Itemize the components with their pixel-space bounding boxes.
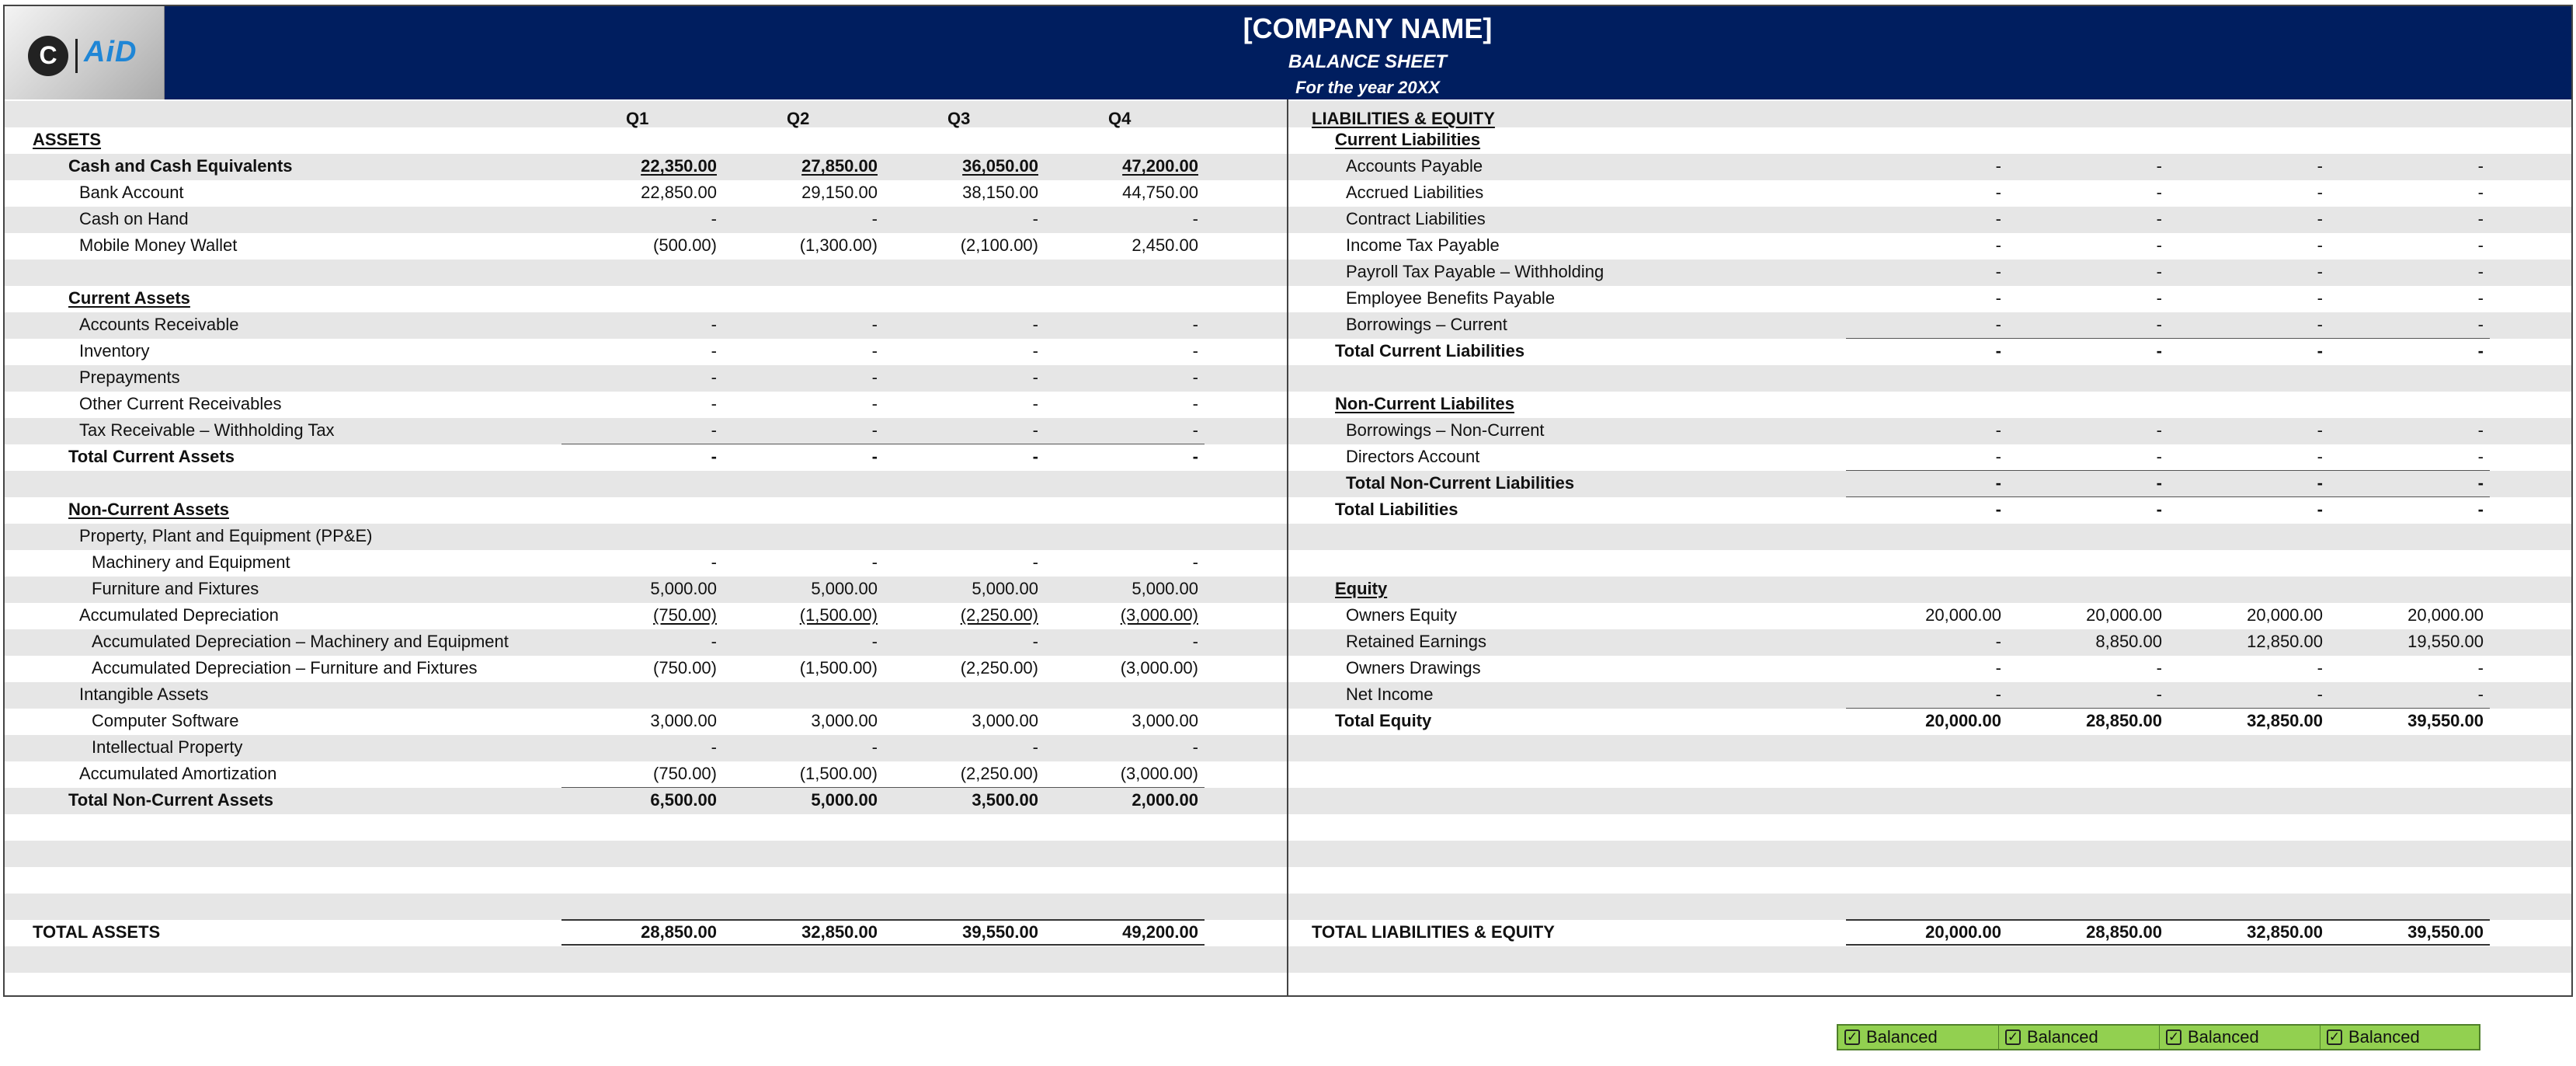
row-label[interactable]: Total Liabilities — [1335, 500, 1458, 519]
cell-value[interactable]: - — [1192, 315, 1198, 334]
table-row — [1288, 681, 2571, 708]
cell-value[interactable]: - — [871, 447, 878, 466]
cell-value[interactable]: - — [2317, 500, 2323, 519]
cell-value[interactable]: - — [2156, 315, 2162, 334]
table-row — [5, 417, 1287, 444]
row-label[interactable]: Total Equity — [1335, 711, 1432, 730]
cell-value[interactable]: - — [2477, 473, 2484, 493]
grand-total-label: TOTAL ASSETS — [33, 922, 161, 942]
table-row — [5, 470, 1287, 496]
cell-value[interactable]: - — [871, 420, 878, 440]
cell-value[interactable]: - — [2317, 288, 2323, 308]
cell-value[interactable]: 5,000.00 — [811, 790, 878, 810]
row-label[interactable]: Other Current Receivables — [79, 394, 282, 413]
table-row — [5, 391, 1287, 417]
cell-value[interactable]: - — [871, 552, 878, 572]
cell-value[interactable]: - — [1995, 262, 2001, 281]
cell-value[interactable]: 3,500.00 — [972, 790, 1038, 810]
cell-value[interactable]: (3,000.00) — [1120, 605, 1198, 625]
cell-value[interactable]: - — [1192, 209, 1198, 228]
row-label[interactable]: Borrowings – Non-Current — [1346, 420, 1545, 440]
cell-value[interactable]: 12,850.00 — [2247, 632, 2323, 651]
checkbox-checked-icon: ✓ — [2166, 1029, 2181, 1045]
cell-value[interactable]: - — [2317, 685, 2323, 704]
cell-value[interactable]: - — [2156, 685, 2162, 704]
table-row — [1288, 655, 2571, 681]
table-row — [5, 549, 1287, 576]
cell-value[interactable]: 3,000.00 — [1132, 711, 1198, 730]
table-row — [5, 338, 1287, 364]
cell-value[interactable]: - — [2156, 262, 2162, 281]
cell-value[interactable]: 39,550.00 — [2407, 711, 2484, 730]
row-label[interactable]: Cash and Cash Equivalents — [68, 156, 293, 176]
cell-value[interactable]: - — [1995, 209, 2001, 228]
row-label[interactable]: Furniture and Fixtures — [92, 579, 259, 598]
sheet-header — [5, 6, 2571, 99]
cell-value[interactable]: - — [2156, 473, 2162, 493]
cell-value[interactable]: 3,000.00 — [650, 711, 717, 730]
cell-value[interactable]: - — [1192, 341, 1198, 361]
cell-value[interactable]: 3,000.00 — [972, 711, 1038, 730]
cell-value[interactable]: (750.00) — [653, 658, 717, 678]
cell-value[interactable]: - — [1192, 632, 1198, 651]
row-label[interactable]: Total Non-Current Liabilities — [1346, 473, 1575, 493]
cell-value[interactable]: - — [1032, 209, 1038, 228]
balance-check-label: Balanced — [2027, 1027, 2098, 1047]
cell-value[interactable]: 32,850.00 — [2247, 711, 2323, 730]
balance-sheet — [3, 5, 2573, 997]
cell-value[interactable]: - — [711, 315, 717, 334]
section-heading-row — [5, 127, 1287, 153]
liabilities-equity-panel — [1288, 101, 2571, 995]
table-row — [1288, 629, 2571, 655]
row-label[interactable]: Retained Earnings — [1346, 632, 1487, 651]
row-label[interactable]: Total Current Liabilities — [1335, 341, 1525, 361]
cell-value[interactable]: - — [871, 368, 878, 387]
table-row — [1288, 549, 2571, 576]
row-label[interactable]: Payroll Tax Payable – Withholding — [1346, 262, 1604, 281]
table-row — [5, 629, 1287, 655]
cell-value[interactable]: - — [871, 315, 878, 334]
balance-check-label: Balanced — [2348, 1027, 2420, 1047]
cell-value[interactable]: - — [1032, 394, 1038, 413]
cell-value[interactable]: - — [871, 737, 878, 757]
liabilities-equity-heading: LIABILITIES & EQUITY — [1312, 109, 1495, 128]
cell-value[interactable]: (3,000.00) — [1120, 764, 1198, 783]
cell-value[interactable]: - — [2477, 685, 2484, 704]
cell-value[interactable]: - — [1192, 737, 1198, 757]
cell-value[interactable]: - — [711, 341, 717, 361]
cell-value[interactable]: - — [871, 632, 878, 651]
cell-value[interactable]: - — [2477, 209, 2484, 228]
cell-value[interactable]: - — [2156, 447, 2162, 466]
table-row — [5, 734, 1287, 761]
table-row — [1288, 391, 2571, 417]
table-row — [5, 761, 1287, 787]
balance-check-cell — [2160, 1026, 2320, 1049]
table-row — [1288, 708, 2571, 734]
checkbox-checked-icon: ✓ — [2327, 1029, 2342, 1045]
cell-value[interactable]: 6,500.00 — [650, 790, 717, 810]
table-row — [1288, 602, 2571, 629]
cell-value[interactable]: - — [711, 209, 717, 228]
cell-value[interactable]: - — [2317, 262, 2323, 281]
balance-check-strip — [1837, 1024, 2480, 1050]
balance-check-cell — [2320, 1026, 2481, 1049]
table-row — [5, 312, 1287, 338]
row-label[interactable]: Net Income — [1346, 685, 1434, 704]
row-label[interactable]: Owners Drawings — [1346, 658, 1481, 678]
cell-value[interactable]: - — [1032, 447, 1038, 466]
cell-value[interactable]: 2,000.00 — [1132, 790, 1198, 810]
cell-value[interactable]: - — [1995, 500, 2001, 519]
cell-value[interactable]: - — [2477, 315, 2484, 334]
cell-value[interactable]: - — [2477, 341, 2484, 361]
cell-value[interactable]: - — [1995, 420, 2001, 440]
cell-value[interactable]: - — [2317, 156, 2323, 176]
cell-value[interactable]: - — [2317, 341, 2323, 361]
grand-total-row — [5, 919, 1287, 946]
cell-value[interactable]: 22,850.00 — [641, 183, 717, 202]
cell-value[interactable]: - — [1192, 368, 1198, 387]
row-label[interactable]: Current Liabilities — [1335, 130, 1481, 149]
table-row — [1288, 179, 2571, 206]
cell-value[interactable]: (1,500.00) — [799, 605, 878, 625]
table-row — [1288, 338, 2571, 364]
cell-value[interactable]: - — [1032, 632, 1038, 651]
cell-value[interactable]: - — [871, 209, 878, 228]
logo-text: AiD — [84, 36, 137, 68]
cell-value[interactable]: - — [2156, 420, 2162, 440]
cell-value[interactable]: - — [2156, 341, 2162, 361]
cell-value[interactable]: (2,250.00) — [960, 658, 1038, 678]
grand-total-value[interactable]: 32,850.00 — [801, 922, 878, 942]
cell-value[interactable]: - — [1995, 288, 2001, 308]
table-row — [1288, 417, 2571, 444]
cell-value[interactable]: 20,000.00 — [2247, 605, 2323, 625]
cell-value[interactable]: - — [1995, 447, 2001, 466]
cell-value[interactable]: - — [1192, 447, 1198, 466]
cell-value[interactable]: - — [711, 632, 717, 651]
cell-value[interactable]: - — [1995, 685, 2001, 704]
cell-value[interactable]: 20,000.00 — [1925, 711, 2001, 730]
row-label[interactable]: Prepayments — [79, 368, 180, 387]
cell-value[interactable]: - — [2317, 473, 2323, 493]
row-label[interactable]: Intellectual Property — [92, 737, 243, 757]
row-label[interactable]: Inventory — [79, 341, 150, 361]
cell-value[interactable]: - — [2477, 156, 2484, 176]
cell-value[interactable]: 5,000.00 — [811, 579, 878, 598]
logo-mark-icon: C — [28, 36, 68, 76]
sheet-title: BALANCE SHEET — [1288, 51, 1447, 72]
row-label[interactable]: Owners Equity — [1346, 605, 1458, 625]
row-label[interactable]: Tax Receivable – Withholding Tax — [79, 420, 335, 440]
table-row — [5, 444, 1287, 470]
assets-heading: ASSETS — [33, 130, 102, 149]
cell-value[interactable]: - — [711, 447, 717, 466]
table-row — [5, 206, 1287, 232]
cell-value[interactable]: - — [1995, 315, 2001, 334]
cell-value[interactable]: (750.00) — [653, 764, 717, 783]
cell-value[interactable]: - — [2477, 183, 2484, 202]
cell-value[interactable]: - — [1032, 341, 1038, 361]
cell-value[interactable]: - — [2156, 288, 2162, 308]
cell-value[interactable]: - — [1192, 552, 1198, 572]
quarter-header: Q2 — [787, 109, 810, 128]
table-row — [1288, 576, 2571, 602]
row-label[interactable]: Total Non-Current Assets — [68, 790, 274, 810]
table-row — [1288, 312, 2571, 338]
cell-value[interactable]: (1,500.00) — [799, 764, 878, 783]
table-row — [1288, 444, 2571, 470]
cell-value[interactable]: - — [711, 552, 717, 572]
row-label[interactable]: Computer Software — [92, 711, 239, 730]
balance-check-cell — [1838, 1026, 1999, 1049]
table-row — [5, 259, 1287, 285]
table-row — [5, 708, 1287, 734]
row-label[interactable]: Non-Current Assets — [68, 500, 229, 519]
grand-total-value[interactable]: 39,550.00 — [2407, 922, 2484, 942]
table-row — [5, 285, 1287, 312]
row-label[interactable]: Total Current Assets — [68, 447, 235, 466]
row-label[interactable]: Cash on Hand — [79, 209, 189, 228]
cell-value[interactable]: - — [871, 394, 878, 413]
cell-value[interactable]: - — [1032, 552, 1038, 572]
assets-panel — [5, 101, 1287, 995]
cell-value[interactable]: 20,000.00 — [2407, 605, 2484, 625]
row-label[interactable]: Accumulated Depreciation – Furniture and Fixtures — [92, 658, 478, 678]
company-name[interactable]: [COMPANY NAME] — [1243, 12, 1493, 44]
cell-value[interactable]: - — [2317, 315, 2323, 334]
cell-value[interactable]: - — [2156, 235, 2162, 255]
row-label[interactable]: Accounts Payable — [1346, 156, 1483, 176]
cell-value[interactable]: 22,350.00 — [641, 156, 717, 176]
cell-value[interactable]: - — [1995, 473, 2001, 493]
row-label[interactable]: Directors Account — [1346, 447, 1480, 466]
row-label[interactable]: Accumulated Depreciation — [79, 605, 279, 625]
row-label[interactable]: Machinery and Equipment — [92, 552, 290, 572]
cell-value[interactable]: (2,250.00) — [960, 764, 1038, 783]
cell-value[interactable]: (500.00) — [653, 235, 717, 255]
row-label[interactable]: Borrowings – Current — [1346, 315, 1507, 334]
cell-value[interactable]: - — [1192, 420, 1198, 440]
cell-value[interactable]: - — [2317, 658, 2323, 678]
cell-value[interactable]: - — [2317, 209, 2323, 228]
table-row — [5, 496, 1287, 523]
cell-value[interactable]: - — [711, 737, 717, 757]
table-row — [1288, 206, 2571, 232]
grand-total-value[interactable]: 39,550.00 — [962, 922, 1038, 942]
table-row — [5, 523, 1287, 549]
table-row — [1288, 364, 2571, 391]
grand-total-label: TOTAL LIABILITIES & EQUITY — [1312, 922, 1555, 942]
table-row — [1288, 470, 2571, 496]
cell-value[interactable]: - — [1032, 420, 1038, 440]
quarter-header: Q3 — [947, 109, 971, 128]
grand-total-row — [1288, 919, 2571, 946]
cell-value[interactable]: - — [2317, 447, 2323, 466]
table-row — [5, 602, 1287, 629]
title-block — [164, 6, 2571, 99]
row-label[interactable]: Equity — [1335, 579, 1388, 598]
table-row — [5, 655, 1287, 681]
quarter-header: Q1 — [626, 109, 649, 128]
row-label[interactable]: Employee Benefits Payable — [1346, 288, 1556, 308]
table-row — [1288, 153, 2571, 179]
cell-value[interactable]: - — [2317, 420, 2323, 440]
table-row — [1288, 232, 2571, 259]
cell-value[interactable]: - — [1192, 394, 1198, 413]
cell-value[interactable]: - — [2317, 183, 2323, 202]
row-label[interactable]: Property, Plant and Equipment (PP&E) — [79, 526, 373, 545]
table-row — [1288, 285, 2571, 312]
company-logo — [5, 6, 165, 99]
cell-value[interactable]: (2,250.00) — [960, 605, 1038, 625]
cell-value[interactable]: - — [1995, 156, 2001, 176]
cell-value[interactable]: - — [711, 420, 717, 440]
cell-value[interactable]: (1,500.00) — [799, 658, 878, 678]
cell-value[interactable]: 5,000.00 — [650, 579, 717, 598]
cell-value[interactable]: - — [2477, 500, 2484, 519]
table-row — [1288, 259, 2571, 285]
cell-value[interactable]: (2,100.00) — [960, 235, 1038, 255]
cell-value[interactable]: 28,850.00 — [2086, 711, 2162, 730]
balance-check-cell — [1999, 1026, 2160, 1049]
cell-value[interactable]: - — [1032, 737, 1038, 757]
table-row — [5, 153, 1287, 179]
cell-value[interactable]: - — [2477, 262, 2484, 281]
table-row — [1288, 127, 2571, 153]
cell-value[interactable]: - — [2156, 183, 2162, 202]
quarter-header: Q4 — [1108, 109, 1132, 128]
cell-value[interactable]: 5,000.00 — [1132, 579, 1198, 598]
cell-value[interactable]: - — [1032, 368, 1038, 387]
cell-value[interactable]: 38,150.00 — [962, 183, 1038, 202]
table-row — [5, 787, 1287, 813]
row-label[interactable]: Bank Account — [79, 183, 184, 202]
cell-value[interactable]: - — [1995, 183, 2001, 202]
row-label[interactable]: Contract Liabilities — [1346, 209, 1486, 228]
cell-value[interactable]: 5,000.00 — [972, 579, 1038, 598]
cell-value[interactable]: - — [2317, 235, 2323, 255]
balance-check-label: Balanced — [2188, 1027, 2259, 1047]
cell-value[interactable]: 36,050.00 — [962, 156, 1038, 176]
grand-total-value[interactable]: 28,850.00 — [641, 922, 717, 942]
grand-total-value[interactable]: 32,850.00 — [2247, 922, 2323, 942]
cell-value[interactable]: (1,300.00) — [799, 235, 878, 255]
cell-value[interactable]: 20,000.00 — [1925, 605, 2001, 625]
table-row — [5, 179, 1287, 206]
cell-value[interactable]: - — [2477, 658, 2484, 678]
logo-separator — [75, 39, 78, 73]
grand-total-value[interactable]: 20,000.00 — [1925, 922, 2001, 942]
cell-value[interactable]: 29,150.00 — [801, 183, 878, 202]
row-label[interactable]: Mobile Money Wallet — [79, 235, 238, 255]
row-label[interactable]: Non-Current Liabilites — [1335, 394, 1515, 413]
cell-value[interactable]: - — [2477, 420, 2484, 440]
table-row — [5, 681, 1287, 708]
table-row — [5, 364, 1287, 391]
cell-value[interactable]: - — [2156, 209, 2162, 228]
balance-check-label: Balanced — [1866, 1027, 1938, 1047]
cell-value[interactable]: - — [2477, 235, 2484, 255]
table-row — [5, 232, 1287, 259]
cell-value[interactable]: - — [871, 341, 878, 361]
cell-value[interactable]: - — [2156, 500, 2162, 519]
cell-value[interactable]: 19,550.00 — [2407, 632, 2484, 651]
table-row — [5, 576, 1287, 602]
row-label[interactable]: Accumulated Amortization — [79, 764, 277, 783]
cell-value[interactable]: 3,000.00 — [811, 711, 878, 730]
cell-value[interactable]: 20,000.00 — [2086, 605, 2162, 625]
cell-value[interactable]: - — [2156, 658, 2162, 678]
reporting-period[interactable]: For the year 20XX — [1295, 78, 1440, 97]
cell-value[interactable]: - — [1995, 235, 2001, 255]
cell-value[interactable]: - — [2477, 447, 2484, 466]
row-label[interactable]: Income Tax Payable — [1346, 235, 1500, 255]
cell-value[interactable]: 47,200.00 — [1122, 156, 1198, 176]
cell-value[interactable]: - — [1032, 315, 1038, 334]
cell-value[interactable]: 2,450.00 — [1132, 235, 1198, 255]
cell-value[interactable]: 27,850.00 — [801, 156, 878, 176]
row-label[interactable]: Intangible Assets — [79, 685, 209, 704]
grand-total-value[interactable]: 49,200.00 — [1122, 922, 1198, 942]
cell-value[interactable]: 44,750.00 — [1122, 183, 1198, 202]
row-label[interactable]: Accumulated Depreciation – Machinery and Equipment — [92, 632, 509, 651]
cell-value[interactable]: (750.00) — [653, 605, 717, 625]
cell-value[interactable]: - — [2477, 288, 2484, 308]
row-label[interactable]: Accounts Receivable — [79, 315, 239, 334]
table-row — [1288, 523, 2571, 549]
row-label[interactable]: Accrued Liabilities — [1346, 183, 1484, 202]
checkbox-checked-icon: ✓ — [1844, 1029, 1860, 1045]
cell-value[interactable]: 8,850.00 — [2095, 632, 2162, 651]
cell-value[interactable]: (3,000.00) — [1120, 658, 1198, 678]
cell-value[interactable]: - — [711, 368, 717, 387]
cell-value[interactable]: - — [1995, 632, 2001, 651]
checkbox-checked-icon: ✓ — [2005, 1029, 2021, 1045]
cell-value[interactable]: - — [1995, 341, 2001, 361]
cell-value[interactable]: - — [2156, 156, 2162, 176]
table-row — [1288, 496, 2571, 523]
grand-total-value[interactable]: 28,850.00 — [2086, 922, 2162, 942]
cell-value[interactable]: - — [1995, 658, 2001, 678]
cell-value[interactable]: - — [711, 394, 717, 413]
row-label[interactable]: Current Assets — [68, 288, 190, 308]
